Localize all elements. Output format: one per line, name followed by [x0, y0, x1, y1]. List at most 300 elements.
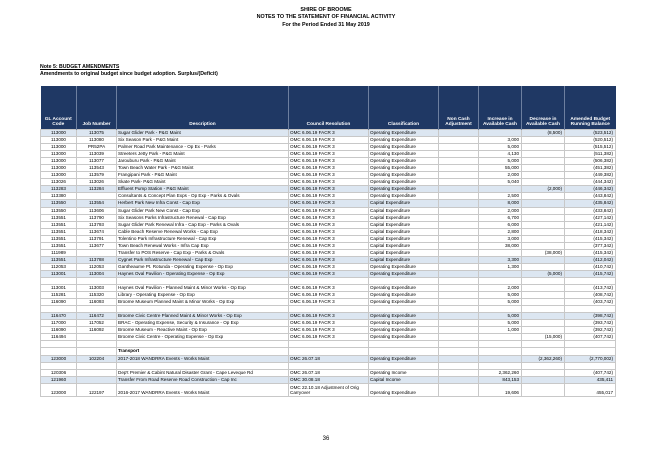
job-number-cell: 122197 [77, 383, 117, 396]
section-label: Transport [117, 348, 289, 355]
description-cell: Herbert Park New Infra Const - Cap Exp [117, 200, 289, 207]
non-cash-cell [439, 130, 479, 137]
running-balance-cell: (398,742) [565, 313, 616, 320]
page-number: 36 [322, 436, 330, 442]
increase-cell: 5,040 [479, 179, 522, 186]
non-cash-cell [439, 263, 479, 270]
council-resolution-cell: OMC 6.06.19 FACR 3 [289, 130, 369, 137]
decrease-cell [522, 369, 565, 376]
running-balance-cell: (506,382) [565, 158, 616, 165]
running-balance-cell: (407,742) [565, 369, 616, 376]
col-council-resolution: Council Resolution [289, 86, 369, 130]
empty-cell [479, 348, 522, 355]
description-cell: Six Seasons Parks Infrastructure Renewal - Cap Exp [117, 214, 289, 221]
job-number-cell: 112053 [77, 263, 117, 270]
gl-code-cell: 113001 [41, 285, 77, 292]
classification-cell: Operating Expenditure [369, 320, 439, 327]
table-row [41, 292, 616, 299]
non-cash-cell [439, 369, 479, 376]
classification-cell: Capital Expenditure [369, 242, 439, 249]
running-balance-cell: (415,742) [565, 270, 616, 277]
table-row [41, 285, 616, 292]
increase-cell: 2,500 [479, 193, 522, 200]
table-row [41, 263, 616, 270]
empty-cell [289, 341, 369, 348]
non-cash-cell [439, 292, 479, 299]
col-running-balance: Amended Budget Running Balance [565, 86, 616, 130]
decrease-cell [522, 144, 565, 151]
description-cell: Broome Museum - Reactive Maint - Op Exp [117, 327, 289, 334]
description-cell: Palmer Road Park Maintenance - Op Ex - Parks [117, 144, 289, 151]
decrease-cell: (15,000) [522, 334, 565, 341]
gl-code-cell: 117000 [41, 320, 77, 327]
table-row [41, 313, 616, 320]
decrease-cell [522, 151, 565, 158]
running-balance-cell: (427,142) [565, 214, 616, 221]
classification-cell: Operating Expenditure [369, 179, 439, 186]
classification-cell: Operating Expenditure [369, 151, 439, 158]
running-balance-cell: (415,342) [565, 235, 616, 242]
council-resolution-cell: OMC 6.06.19 FACR 3 [289, 249, 369, 256]
empty-cell [565, 348, 616, 355]
decrease-cell [522, 193, 565, 200]
increase-cell: 55,000 [479, 165, 522, 172]
classification-cell: Operating Expenditure [369, 299, 439, 306]
decrease-cell [522, 376, 565, 383]
non-cash-cell [439, 327, 479, 334]
empty-cell [289, 362, 369, 369]
classification-cell: Capital Expenditure [369, 249, 439, 256]
empty-cell [522, 306, 565, 313]
increase-cell: 5,000 [479, 158, 522, 165]
council-resolution-cell: OMC 6.06.19 FACR 3 [289, 242, 369, 249]
col-job-number: Job Number [77, 86, 117, 130]
description-cell: Library - Operating Expense - Op Exp [117, 292, 289, 299]
empty-cell [41, 348, 77, 355]
running-balance-cell: (446,342) [565, 186, 616, 193]
non-cash-cell [439, 376, 479, 383]
increase-cell: 2,362,260 [479, 369, 522, 376]
description-cell: Dep't Premier & Cabint Natural Disaster Grant - Cape Leveque Rd [117, 369, 289, 376]
job-number-cell: 113793 [77, 221, 117, 228]
job-number-cell: PR52PA [77, 144, 117, 151]
classification-cell: Operating Expenditure [369, 270, 439, 277]
council-resolution-cell: OMC 6.06.19 FACR 3 [289, 186, 369, 193]
non-cash-cell [439, 165, 479, 172]
description-cell: Cable Beach Reserve Renewal Works - Cap Exp [117, 228, 289, 235]
decrease-cell [522, 383, 565, 396]
description-cell: Transfer From Road Reserve Road Construction - Cap Inc [117, 376, 289, 383]
description-cell: Haynes Oval Pavilion - Operating Expense - Op Exp [117, 270, 289, 277]
description-cell: Gantheaume Pt. Rotunda - Operating Expense - Op Exp [117, 263, 289, 270]
running-balance-cell: (451,382) [565, 165, 616, 172]
non-cash-cell [439, 320, 479, 327]
decrease-cell [522, 242, 565, 249]
empty-cell [439, 306, 479, 313]
gl-code-cell: 113550 [41, 207, 77, 214]
running-balance-cell: (449,382) [565, 172, 616, 179]
non-cash-cell [439, 285, 479, 292]
council-resolution-cell: OMC 6.06.19 FACR 3 [289, 334, 369, 341]
empty-cell [439, 341, 479, 348]
decrease-cell [522, 320, 565, 327]
council-resolution-cell: OMC 6.06.19 FACR 3 [289, 263, 369, 270]
decrease-cell [522, 299, 565, 306]
empty-cell [41, 277, 77, 284]
job-number-cell: 113004 [77, 270, 117, 277]
budget-amendments-table [40, 86, 616, 397]
empty-cell [77, 341, 117, 348]
job-number-cell: 117052 [77, 320, 117, 327]
increase-cell: 8,000 [479, 200, 522, 207]
job-number-cell: 113791 [77, 235, 117, 242]
description-cell: Broome Civic Centre - Operating Expense - Op Exp [117, 334, 289, 341]
table-row [41, 130, 616, 137]
classification-cell: Capital Expenditure [369, 207, 439, 214]
description-cell: Jarouburu Park - P&G Maint [117, 158, 289, 165]
empty-cell [369, 277, 439, 284]
classification-cell: Operating Expenditure [369, 165, 439, 172]
col-description: Description [117, 86, 289, 130]
classification-cell: Capital Expenditure [369, 214, 439, 221]
increase-cell: 5,000 [479, 299, 522, 306]
table-row [41, 383, 616, 396]
council-resolution-cell: OMC 6.06.19 FACR 3 [289, 320, 369, 327]
empty-cell [439, 362, 479, 369]
gl-code-cell: 113550 [41, 200, 77, 207]
empty-cell [289, 306, 369, 313]
council-resolution-cell: OMC 6.06.19 FACR 3 [289, 292, 369, 299]
table-row [41, 355, 616, 362]
empty-cell [479, 341, 522, 348]
gl-code-cell: 113000 [41, 158, 77, 165]
table-row [41, 320, 616, 327]
empty-cell [369, 341, 439, 348]
gl-code-cell: 113001 [41, 270, 77, 277]
council-resolution-cell: OMC 6.06.19 FACR 3 [289, 165, 369, 172]
increase-cell: 3,000 [479, 235, 522, 242]
increase-cell: 5,000 [479, 144, 522, 151]
decrease-cell [522, 228, 565, 235]
description-cell: 2016-2017 WANDRRA Events - Works Maint [117, 383, 289, 396]
empty-cell [479, 362, 522, 369]
non-cash-cell [439, 334, 479, 341]
increase-cell: 2,800 [479, 228, 522, 235]
description-cell: BRAC - Operating Expense, Security & Insurance - Op Exp [117, 320, 289, 327]
empty-cell [117, 306, 289, 313]
gl-code-cell: 113000 [41, 165, 77, 172]
running-balance-cell: (415,342) [565, 249, 616, 256]
statement-title: NOTES TO THE STATEMENT OF FINANCIAL ACTIVITY [256, 14, 396, 20]
description-cell: Sugar Glider Park - P&G Maint [117, 130, 289, 137]
decrease-cell [522, 313, 565, 320]
decrease-cell [522, 200, 565, 207]
council-resolution-cell: OMC 6.06.19 FACR 3 [289, 207, 369, 214]
classification-cell: Operating Expenditure [369, 158, 439, 165]
gl-code-cell: 116494 [41, 334, 77, 341]
empty-cell [565, 341, 616, 348]
council-resolution-cell: OMC 6.06.19 FACR 3 [289, 200, 369, 207]
increase-cell: 3,300 [479, 256, 522, 263]
non-cash-cell [439, 172, 479, 179]
non-cash-cell [439, 158, 479, 165]
gl-code-cell: 113551 [41, 214, 77, 221]
council-resolution-cell: OMC 6.06.19 FACR 3 [289, 256, 369, 263]
classification-cell: Capital Expenditure [369, 221, 439, 228]
col-gl-account: GL Account Code [41, 86, 77, 130]
council-resolution-cell: OMC 22.10.18 Adjustment of Orig Carryover [289, 383, 369, 396]
job-number-cell: 113788 [77, 256, 117, 263]
decrease-cell [522, 179, 565, 186]
council-resolution-cell: OMC 6.06.19 FACR 3 [289, 214, 369, 221]
table-row [41, 376, 616, 383]
gl-code-cell: 113551 [41, 256, 77, 263]
empty-cell [522, 362, 565, 369]
empty-cell [77, 277, 117, 284]
increase-cell: 6,700 [479, 214, 522, 221]
decrease-cell: (2,362,260) [522, 355, 565, 362]
blank-row [41, 341, 616, 348]
table-row [41, 144, 616, 151]
increase-cell [479, 355, 522, 362]
increase-cell [479, 270, 522, 277]
table-row [41, 369, 616, 376]
description-cell: Transfer to POS Reserve - Cap Exp - Parks & Ovals [117, 249, 289, 256]
running-balance-cell: (413,742) [565, 285, 616, 292]
job-number-cell: 113026 [77, 179, 117, 186]
job-number-cell: 113606 [77, 207, 117, 214]
empty-cell [369, 306, 439, 313]
council-resolution-cell: OMC 6.06.19 FACR 3 [289, 172, 369, 179]
job-number-cell: 113790 [77, 214, 117, 221]
running-balance-cell: (444,342) [565, 179, 616, 186]
job-number-cell: 113075 [77, 130, 117, 137]
non-cash-cell [439, 228, 479, 235]
section-row [41, 348, 616, 355]
table-row [41, 299, 616, 306]
increase-cell: 4,130 [479, 151, 522, 158]
org-name: SHIRE OF BROOME [300, 7, 352, 13]
increase-cell: 1,000 [479, 327, 522, 334]
non-cash-cell [439, 200, 479, 207]
job-number-cell [77, 376, 117, 383]
job-number-cell: 116092 [77, 327, 117, 334]
table-row [41, 242, 616, 249]
empty-cell [117, 341, 289, 348]
job-number-cell: 113579 [77, 172, 117, 179]
gl-code-cell: 123000 [41, 355, 77, 362]
table-body [41, 130, 616, 397]
gl-code-cell: 113000 [41, 144, 77, 151]
running-balance-cell: (377,342) [565, 242, 616, 249]
description-cell: Effluent Pump Station - P&G Maint [117, 186, 289, 193]
decrease-cell [522, 221, 565, 228]
running-balance-cell: (523,512) [565, 130, 616, 137]
running-balance-cell: (515,512) [565, 144, 616, 151]
non-cash-cell [439, 256, 479, 263]
empty-cell [439, 277, 479, 284]
blank-row [41, 362, 616, 369]
job-number-cell: 115320 [77, 292, 117, 299]
gl-code-cell: 113000 [41, 130, 77, 137]
blank-row [41, 306, 616, 313]
table-row [41, 221, 616, 228]
classification-cell: Capital Income [369, 376, 439, 383]
job-number-cell: 116093 [77, 299, 117, 306]
classification-cell: Operating Expenditure [369, 334, 439, 341]
running-balance-cell: (403,742) [565, 299, 616, 306]
council-resolution-cell: OMC 6.06.19 FACR 3 [289, 228, 369, 235]
running-balance-cell: (443,842) [565, 193, 616, 200]
blank-row [41, 277, 616, 284]
running-balance-cell: 455,017 [565, 383, 616, 396]
job-number-cell [77, 369, 117, 376]
decrease-cell [522, 172, 565, 179]
decrease-cell [522, 292, 565, 299]
description-cell: Skate Park- P&G Maint [117, 179, 289, 186]
job-number-cell: 113003 [77, 285, 117, 292]
empty-cell [565, 306, 616, 313]
description-cell: Sugar Glider Park New Const - Cap Exp [117, 207, 289, 214]
non-cash-cell [439, 144, 479, 151]
increase-cell: 5,000 [479, 313, 522, 320]
description-cell: Consultants & Concept Plan Exps - Op Exp - Parks & Ovals [117, 193, 289, 200]
non-cash-cell [439, 242, 479, 249]
empty-cell [565, 362, 616, 369]
description-cell: Cygnet Park Infrastructure Renewal - Cap Exp [117, 256, 289, 263]
classification-cell: Operating Expenditure [369, 355, 439, 362]
gl-code-cell: 113026 [41, 179, 77, 186]
classification-cell: Operating Expenditure [369, 292, 439, 299]
job-number-cell [77, 334, 117, 341]
increase-cell: 2,000 [479, 172, 522, 179]
job-number-cell: 116472 [77, 313, 117, 320]
council-resolution-cell: OMC 6.06.19 FACR 3 [289, 270, 369, 277]
running-balance-cell: (407,742) [565, 334, 616, 341]
increase-cell [479, 334, 522, 341]
classification-cell: Capital Expenditure [369, 228, 439, 235]
non-cash-cell [439, 270, 479, 277]
empty-cell [522, 348, 565, 355]
increase-cell: 3,000 [479, 137, 522, 144]
empty-cell [522, 341, 565, 348]
gl-code-cell: 113551 [41, 235, 77, 242]
increase-cell [479, 249, 522, 256]
description-cell: Sugar Glider Park Renewal Infra - Cap Exp - Parks & Ovals [117, 221, 289, 228]
running-balance-cell: (421,142) [565, 221, 616, 228]
gl-code-cell: 113000 [41, 172, 77, 179]
council-resolution-cell: OMC 6.06.19 FACR 3 [289, 158, 369, 165]
increase-cell: 1,300 [479, 263, 522, 270]
description-cell: Broome Museum Planned Maint & Minor Works - Op Exp [117, 299, 289, 306]
job-number-cell: 113080 [77, 137, 117, 144]
job-number-cell: 113677 [77, 242, 117, 249]
gl-code-cell: 116470 [41, 313, 77, 320]
decrease-cell [522, 165, 565, 172]
classification-cell: Operating Expenditure [369, 137, 439, 144]
increase-cell: 19,606 [479, 383, 522, 396]
gl-code-cell: 112053 [41, 263, 77, 270]
col-decrease: Decrease in Available Cash [522, 86, 565, 130]
note-title: Note 5: BUDGET AMENDMENTS [40, 64, 120, 70]
table-row [41, 172, 616, 179]
job-number-cell: 102204 [77, 355, 117, 362]
empty-cell [289, 277, 369, 284]
increase-cell: 843,153 [479, 376, 522, 383]
empty-cell [369, 348, 439, 355]
gl-code-cell: 123000 [41, 383, 77, 396]
classification-cell: Capital Expenditure [369, 235, 439, 242]
increase-cell: 5,000 [479, 292, 522, 299]
non-cash-cell [439, 193, 479, 200]
council-resolution-cell: OMC 26.07.18 [289, 355, 369, 362]
description-cell: Six Season Park - P&G Maint [117, 137, 289, 144]
gl-code-cell: 121960 [41, 376, 77, 383]
non-cash-cell [439, 186, 479, 193]
job-number-cell: 113554 [77, 200, 117, 207]
council-resolution-cell: OMC 6.06.19 FACR 3 [289, 137, 369, 144]
council-resolution-cell: OMC 6.06.19 FACR 3 [289, 221, 369, 228]
gl-code-cell: 113551 [41, 221, 77, 228]
table-row [41, 256, 616, 263]
period-title: For the Period Ended 31 May 2019 [282, 21, 370, 28]
decrease-cell: (8,500) [522, 130, 565, 137]
classification-cell: Operating Expenditure [369, 172, 439, 179]
description-cell: Streeters Jetty Park - P&G Maint [117, 151, 289, 158]
gl-code-cell: 113283 [41, 186, 77, 193]
empty-cell [522, 277, 565, 284]
decrease-cell [522, 285, 565, 292]
classification-cell: Operating Expenditure [369, 130, 439, 137]
job-number-cell: 113674 [77, 228, 117, 235]
table-row [41, 137, 616, 144]
non-cash-cell [439, 137, 479, 144]
classification-cell: Operating Expenditure [369, 263, 439, 270]
running-balance-cell: (435,842) [565, 200, 616, 207]
empty-cell [117, 362, 289, 369]
running-balance-cell: (412,042) [565, 256, 616, 263]
description-cell: Frangipani Park - P&G Maint [117, 172, 289, 179]
gl-code-cell: 113551 [41, 228, 77, 235]
table-row [41, 158, 616, 165]
running-balance-cell: (392,742) [565, 327, 616, 334]
increase-cell [479, 130, 522, 137]
empty-cell [565, 277, 616, 284]
council-resolution-cell: OMC 6.06.19 FACR 3 [289, 327, 369, 334]
increase-cell: 38,000 [479, 242, 522, 249]
description-cell: 2017-2018 WANDRRA Events - Works Maint [117, 355, 289, 362]
empty-cell [77, 306, 117, 313]
increase-cell: 6,000 [479, 221, 522, 228]
col-classification: Classification [369, 86, 439, 130]
table-row [41, 179, 616, 186]
gl-code-cell: 116090 [41, 327, 77, 334]
description-cell: Haynes Oval Pavilion - Planned Maint & Minor Works - Op Exp [117, 285, 289, 292]
gl-code-cell: 113380 [41, 193, 77, 200]
decrease-cell [522, 137, 565, 144]
council-resolution-cell: OMC 6.06.19 FACR 3 [289, 235, 369, 242]
table-row [41, 193, 616, 200]
council-resolution-cell: OMC 6.06.19 FACR 3 [289, 299, 369, 306]
running-balance-cell: (511,382) [565, 151, 616, 158]
classification-cell: Operating Expenditure [369, 186, 439, 193]
empty-cell [77, 362, 117, 369]
council-resolution-cell: OMC 6.06.19 FACR 3 [289, 285, 369, 292]
col-non-cash: Non Cash Adjustment [439, 86, 479, 130]
classification-cell: Operating Expenditure [369, 313, 439, 320]
running-balance-cell: (2,770,002) [565, 355, 616, 362]
running-balance-cell: (408,742) [565, 292, 616, 299]
